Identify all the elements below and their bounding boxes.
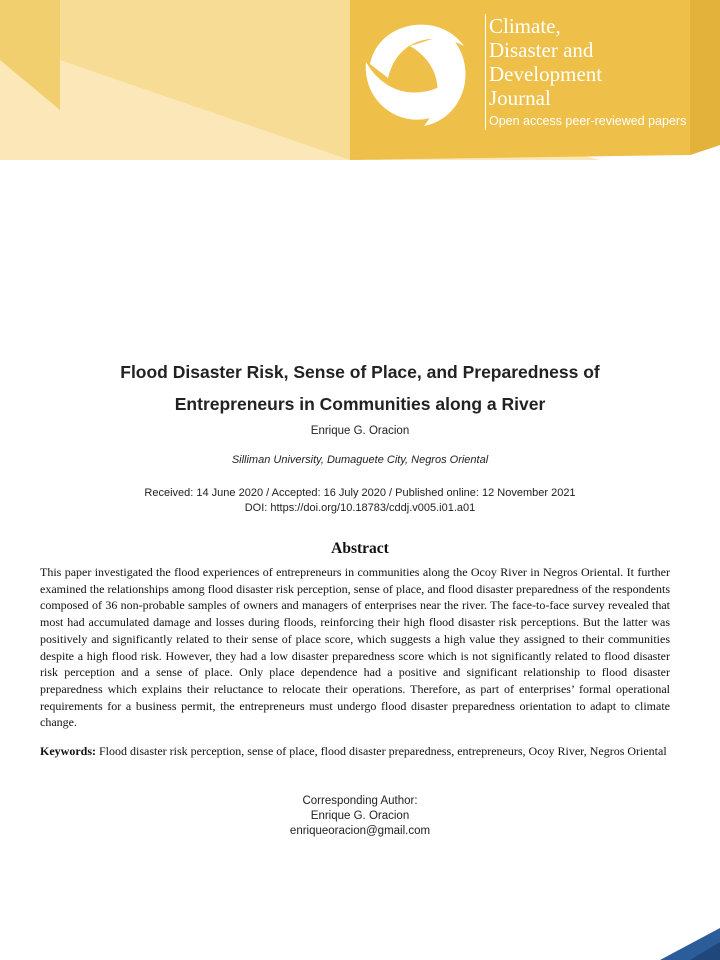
corresponding-email[interactable]: enriqueoracion@gmail.com bbox=[289, 825, 431, 837]
author-name: Enrique G. Oracion bbox=[310, 425, 410, 437]
corresponding-author bbox=[0, 794, 720, 839]
abstract-heading: Abstract bbox=[331, 540, 389, 557]
journal-name bbox=[489, 14, 602, 110]
journal-banner bbox=[0, 0, 720, 170]
keywords bbox=[40, 743, 670, 760]
keywords-text: Flood disaster risk perception, sense of place, flood disaster preparedness, entrepreneurs, Ocoy River, Negros Oriental bbox=[99, 744, 667, 758]
author-affiliation: Silliman University, Dumaguete City, Negros Oriental bbox=[231, 454, 489, 466]
dates-line: Received: 14 June 2020 / Accepted: 16 July 2020 / Published online: 12 November 2021 bbox=[144, 487, 576, 499]
publication-dates bbox=[0, 486, 720, 516]
journal-name-line: Climate, bbox=[489, 14, 561, 38]
paper-title-line: Flood Disaster Risk, Sense of Place, and Preparedness of bbox=[120, 362, 600, 382]
keywords-label: Keywords: bbox=[40, 744, 96, 758]
abstract-body: This paper investigated the flood experiences of entrepreneurs in communities along the Ocoy River in Negros Oriental. It further examined the relationships among flood disaster risk perception, sense of place, and flood disaster preparedness of the respondents composed of 36 non-probable samples of owners and managers of enterprises near the river. The face-to-face survey revealed that most had accumulated damage and losses during floods, reinforcing their high flood disaster risk perceptions. But the latter was positively and significantly related to their sense of place score, which suggests a high value they assigned to their communities despite a high flood risk. However, they had a low disaster preparedness score which is not significantly related to flood disaster risk perception and a sense of place. Only place dependence had a positive and significant relationship to flood disaster preparedness which explains their reluctance to relocate their operations. Therefore, as part of enterprises’ formal operational requirements for a business permit, the entrepreneurs must undergo flood disaster preparedness orientation to adapt to climate change. bbox=[40, 565, 670, 730]
journal-divider bbox=[485, 14, 486, 130]
journal-name-line: Journal bbox=[489, 86, 551, 110]
doi-link[interactable]: DOI: https://doi.org/10.18783/cddj.v005.i01.a01 bbox=[244, 502, 476, 514]
corresponding-name: Enrique G. Oracion bbox=[310, 810, 410, 822]
journal-name-line: Disaster and bbox=[489, 38, 594, 62]
swirl-logo-icon bbox=[362, 16, 474, 128]
corresponding-label: Corresponding Author: bbox=[302, 795, 418, 807]
journal-name-line: Development bbox=[489, 62, 603, 86]
paper-title-line: Entrepreneurs in Communities along a River bbox=[174, 394, 546, 414]
paper-title bbox=[0, 356, 720, 420]
journal-tagline: Open access peer-reviewed papers bbox=[489, 114, 687, 128]
corner-decoration bbox=[640, 920, 720, 960]
